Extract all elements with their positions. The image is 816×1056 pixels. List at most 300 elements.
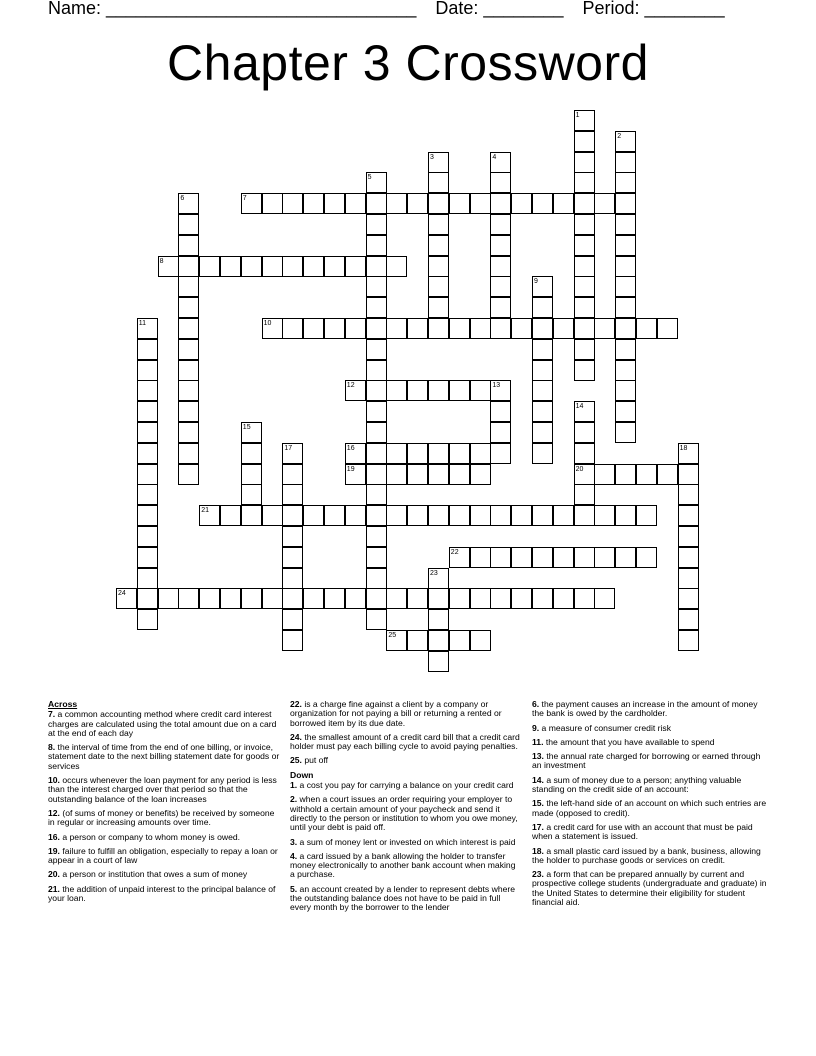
grid-cell[interactable] xyxy=(594,588,615,609)
grid-cell[interactable] xyxy=(428,172,449,193)
grid-cell[interactable] xyxy=(428,235,449,256)
grid-cell[interactable] xyxy=(615,172,636,193)
grid-cell[interactable] xyxy=(178,422,199,443)
grid-cell[interactable] xyxy=(386,256,407,277)
grid-cell[interactable] xyxy=(345,443,366,464)
grid-cell[interactable] xyxy=(511,547,532,568)
grid-cell[interactable] xyxy=(678,568,699,589)
down-clue xyxy=(290,852,522,880)
grid-cell[interactable] xyxy=(282,464,303,485)
grid-cell[interactable] xyxy=(615,318,636,339)
grid-cell[interactable] xyxy=(574,276,595,297)
grid-cell[interactable] xyxy=(449,588,470,609)
grid-cell[interactable] xyxy=(574,131,595,152)
grid-cell[interactable] xyxy=(137,609,158,630)
grid-cell[interactable] xyxy=(678,484,699,505)
grid-cell[interactable] xyxy=(615,360,636,381)
grid-cell[interactable] xyxy=(470,193,491,214)
grid-cell[interactable] xyxy=(366,526,387,547)
grid-cell[interactable] xyxy=(428,193,449,214)
grid-cell[interactable] xyxy=(636,505,657,526)
grid-cell[interactable] xyxy=(532,318,553,339)
clue-label: 22. xyxy=(290,699,302,709)
grid-cell[interactable] xyxy=(615,422,636,443)
grid-cell[interactable] xyxy=(615,131,636,152)
grid-cell[interactable] xyxy=(615,214,636,235)
clue-label: 10. xyxy=(48,775,60,786)
grid-cell[interactable] xyxy=(282,609,303,630)
grid-cell[interactable] xyxy=(407,443,428,464)
grid-cell[interactable] xyxy=(574,152,595,173)
grid-cell[interactable] xyxy=(282,256,303,277)
grid-cell[interactable] xyxy=(574,339,595,360)
grid-cell[interactable] xyxy=(490,422,511,443)
grid-cell[interactable] xyxy=(449,380,470,401)
grid-cell[interactable] xyxy=(345,380,366,401)
grid-cell[interactable] xyxy=(636,318,657,339)
grid-cell[interactable] xyxy=(324,588,345,609)
across-clue xyxy=(290,756,522,765)
grid-cell[interactable] xyxy=(282,588,303,609)
grid-cell[interactable] xyxy=(199,505,220,526)
grid-cell[interactable] xyxy=(241,484,262,505)
grid-cell[interactable] xyxy=(615,547,636,568)
grid-cell[interactable] xyxy=(137,505,158,526)
grid-cell[interactable] xyxy=(178,256,199,277)
grid-cell[interactable] xyxy=(345,505,366,526)
grid-cell[interactable] xyxy=(636,547,657,568)
grid-cell[interactable] xyxy=(241,588,262,609)
clue-text: a person or institution that owes a sum of money xyxy=(59,869,248,880)
grid-cell[interactable] xyxy=(407,630,428,651)
grid-cell[interactable] xyxy=(428,276,449,297)
grid-cell[interactable] xyxy=(615,380,636,401)
clue-label: 1. xyxy=(290,780,298,791)
grid-cell[interactable] xyxy=(574,401,595,422)
grid-cell[interactable] xyxy=(178,464,199,485)
grid-cell[interactable] xyxy=(116,588,137,609)
grid-cell[interactable] xyxy=(178,318,199,339)
grid-cell[interactable] xyxy=(407,318,428,339)
grid-cell[interactable] xyxy=(678,609,699,630)
grid-cell[interactable] xyxy=(490,380,511,401)
grid-cell[interactable] xyxy=(490,152,511,173)
clue-label: 23. xyxy=(532,869,544,880)
grid-cell[interactable] xyxy=(574,443,595,464)
grid-cell[interactable] xyxy=(678,464,699,485)
grid-cell[interactable] xyxy=(407,505,428,526)
grid-cell[interactable] xyxy=(553,547,574,568)
grid-cell[interactable] xyxy=(366,547,387,568)
grid-cell[interactable] xyxy=(428,297,449,318)
grid-cell[interactable] xyxy=(137,484,158,505)
grid-cell[interactable] xyxy=(137,339,158,360)
grid-cell[interactable] xyxy=(490,547,511,568)
grid-cell[interactable] xyxy=(262,505,283,526)
grid-cell[interactable] xyxy=(532,422,553,443)
grid-cell[interactable] xyxy=(490,193,511,214)
grid-cell[interactable] xyxy=(615,505,636,526)
grid-cell[interactable] xyxy=(366,588,387,609)
grid-cell[interactable] xyxy=(574,464,595,485)
grid-cell[interactable] xyxy=(324,193,345,214)
grid-cell[interactable] xyxy=(137,422,158,443)
grid-cell[interactable] xyxy=(574,297,595,318)
grid-cell[interactable] xyxy=(490,443,511,464)
grid-cell[interactable] xyxy=(303,193,324,214)
down-clue xyxy=(290,795,522,832)
grid-cell[interactable] xyxy=(615,235,636,256)
grid-cell[interactable] xyxy=(366,318,387,339)
grid-cell[interactable] xyxy=(532,380,553,401)
grid-cell[interactable] xyxy=(137,526,158,547)
grid-cell[interactable] xyxy=(428,152,449,173)
grid-cell[interactable] xyxy=(137,443,158,464)
clue-label: 9. xyxy=(532,722,540,733)
grid-cell[interactable] xyxy=(449,464,470,485)
grid-cell[interactable] xyxy=(199,588,220,609)
grid-cell[interactable] xyxy=(137,360,158,381)
grid-cell[interactable] xyxy=(241,443,262,464)
grid-cell[interactable] xyxy=(366,568,387,589)
grid-cell[interactable] xyxy=(178,380,199,401)
grid-cell[interactable] xyxy=(428,256,449,277)
grid-cell[interactable] xyxy=(366,464,387,485)
grid-cell[interactable] xyxy=(532,588,553,609)
grid-cell[interactable] xyxy=(366,214,387,235)
grid-cell[interactable] xyxy=(178,588,199,609)
clue-label: 19. xyxy=(48,845,60,856)
grid-cell[interactable] xyxy=(490,401,511,422)
grid-cell[interactable] xyxy=(574,318,595,339)
grid-cell[interactable] xyxy=(428,464,449,485)
clue-text: when a court issues an order requiring your employer to withhold a certain amount of your paycheck and send it directly to the person or institution to whom you owe money, until your debt is paid off. xyxy=(290,794,518,833)
clue-number: 15 xyxy=(242,424,251,431)
grid-cell[interactable] xyxy=(137,588,158,609)
down-clue xyxy=(290,885,522,913)
grid-cell[interactable] xyxy=(241,256,262,277)
grid-cell[interactable] xyxy=(366,193,387,214)
grid-cell[interactable] xyxy=(178,339,199,360)
grid-cell[interactable] xyxy=(220,256,241,277)
grid-cell[interactable] xyxy=(428,443,449,464)
grid-cell[interactable] xyxy=(178,193,199,214)
grid-cell[interactable] xyxy=(386,380,407,401)
grid-cell[interactable] xyxy=(594,193,615,214)
grid-cell[interactable] xyxy=(574,256,595,277)
grid-cell[interactable] xyxy=(407,193,428,214)
grid-cell[interactable] xyxy=(366,172,387,193)
down-clue xyxy=(532,799,768,818)
grid-cell[interactable] xyxy=(615,193,636,214)
grid-cell[interactable] xyxy=(553,193,574,214)
grid-cell[interactable] xyxy=(532,339,553,360)
down-clue xyxy=(532,823,768,842)
grid-cell[interactable] xyxy=(553,505,574,526)
grid-cell[interactable] xyxy=(449,505,470,526)
grid-cell[interactable] xyxy=(449,443,470,464)
grid-cell[interactable] xyxy=(449,318,470,339)
grid-cell[interactable] xyxy=(178,214,199,235)
grid-cell[interactable] xyxy=(345,193,366,214)
grid-cell[interactable] xyxy=(678,630,699,651)
clue-number: 10 xyxy=(263,320,272,327)
grid-cell[interactable] xyxy=(449,630,470,651)
grid-cell[interactable] xyxy=(574,235,595,256)
grid-cell[interactable] xyxy=(594,318,615,339)
grid-cell[interactable] xyxy=(532,193,553,214)
grid-cell[interactable] xyxy=(428,609,449,630)
grid-cell[interactable] xyxy=(137,547,158,568)
grid-cell[interactable] xyxy=(386,505,407,526)
grid-cell[interactable] xyxy=(490,172,511,193)
grid-cell[interactable] xyxy=(428,651,449,672)
grid-cell[interactable] xyxy=(657,318,678,339)
grid-cell[interactable] xyxy=(282,443,303,464)
grid-cell[interactable] xyxy=(574,360,595,381)
clue-number: 25 xyxy=(388,632,397,639)
down-clue xyxy=(532,724,768,733)
grid-cell[interactable] xyxy=(366,609,387,630)
grid-cell[interactable] xyxy=(366,276,387,297)
grid-cell[interactable] xyxy=(158,588,179,609)
grid-cell[interactable] xyxy=(470,380,491,401)
grid-cell[interactable] xyxy=(470,443,491,464)
clue-text: is a charge fine against a client by a company or organization for not paying a bill or returning a rented or borrowed item by its due date. xyxy=(290,699,502,728)
grid-cell[interactable] xyxy=(345,318,366,339)
grid-cell[interactable] xyxy=(532,360,553,381)
clue-number: 19 xyxy=(346,465,355,473)
grid-cell[interactable] xyxy=(303,318,324,339)
grid-cell[interactable] xyxy=(594,547,615,568)
grid-cell[interactable] xyxy=(386,318,407,339)
grid-cell[interactable] xyxy=(532,547,553,568)
grid-cell[interactable] xyxy=(428,588,449,609)
grid-cell[interactable] xyxy=(366,422,387,443)
grid-cell[interactable] xyxy=(220,505,241,526)
clue-number: 7 xyxy=(242,195,247,203)
grid-cell[interactable] xyxy=(178,297,199,318)
grid-cell[interactable] xyxy=(511,588,532,609)
grid-cell[interactable] xyxy=(490,318,511,339)
clue-number: 1 xyxy=(575,112,580,119)
grid-cell[interactable] xyxy=(678,547,699,568)
grid-cell[interactable] xyxy=(345,464,366,485)
across-clue xyxy=(48,743,280,771)
grid-cell[interactable] xyxy=(553,318,574,339)
grid-cell[interactable] xyxy=(428,380,449,401)
grid-cell[interactable] xyxy=(303,588,324,609)
grid-cell[interactable] xyxy=(678,588,699,609)
clue-number: 21 xyxy=(201,507,209,515)
grid-cell[interactable] xyxy=(615,339,636,360)
grid-cell[interactable] xyxy=(470,630,491,651)
grid-cell[interactable] xyxy=(282,630,303,651)
grid-cell[interactable] xyxy=(594,464,615,485)
grid-cell[interactable] xyxy=(678,443,699,464)
clue-number: 17 xyxy=(284,444,293,452)
grid-cell[interactable] xyxy=(241,422,262,443)
grid-cell[interactable] xyxy=(636,464,657,485)
grid-cell[interactable] xyxy=(574,484,595,505)
down-heading: Down xyxy=(290,769,314,780)
across-heading: Across xyxy=(48,699,78,709)
grid-cell[interactable] xyxy=(282,568,303,589)
grid-cell[interactable] xyxy=(345,588,366,609)
clues-column-3 xyxy=(532,700,768,912)
grid-cell[interactable] xyxy=(303,256,324,277)
down-clue xyxy=(532,776,768,795)
grid-cell[interactable] xyxy=(428,318,449,339)
grid-cell[interactable] xyxy=(615,401,636,422)
grid-cell[interactable] xyxy=(470,318,491,339)
grid-cell[interactable] xyxy=(366,339,387,360)
grid-cell[interactable] xyxy=(386,443,407,464)
across-clue xyxy=(48,710,280,738)
grid-cell[interactable] xyxy=(574,422,595,443)
grid-cell[interactable] xyxy=(657,464,678,485)
clue-text: the left-hand side of an account on which such entries are made (opposed to credit). xyxy=(532,798,767,818)
grid-cell[interactable] xyxy=(470,464,491,485)
grid-cell[interactable] xyxy=(282,547,303,568)
grid-cell[interactable] xyxy=(137,568,158,589)
grid-cell[interactable] xyxy=(241,193,262,214)
grid-cell[interactable] xyxy=(532,276,553,297)
grid-cell[interactable] xyxy=(490,505,511,526)
grid-cell[interactable] xyxy=(407,588,428,609)
clue-text: the annual rate charged for borrowing or earned through an investment xyxy=(532,751,761,771)
grid-cell[interactable] xyxy=(553,588,574,609)
grid-cell[interactable] xyxy=(615,276,636,297)
grid-cell[interactable] xyxy=(178,235,199,256)
grid-cell[interactable] xyxy=(386,588,407,609)
grid-cell[interactable] xyxy=(428,214,449,235)
grid-cell[interactable] xyxy=(262,193,283,214)
grid-cell[interactable] xyxy=(574,172,595,193)
grid-cell[interactable] xyxy=(158,256,179,277)
grid-cell[interactable] xyxy=(490,256,511,277)
grid-cell[interactable] xyxy=(407,464,428,485)
grid-cell[interactable] xyxy=(532,401,553,422)
grid-cell[interactable] xyxy=(470,547,491,568)
grid-cell[interactable] xyxy=(449,547,470,568)
grid-cell[interactable] xyxy=(345,256,366,277)
grid-cell[interactable] xyxy=(532,505,553,526)
grid-cell[interactable] xyxy=(615,464,636,485)
clues-column-2 xyxy=(290,700,522,918)
grid-cell[interactable] xyxy=(137,401,158,422)
grid-cell[interactable] xyxy=(178,360,199,381)
grid-cell[interactable] xyxy=(386,630,407,651)
grid-cell[interactable] xyxy=(428,505,449,526)
grid-cell[interactable] xyxy=(262,318,283,339)
grid-cell[interactable] xyxy=(407,380,428,401)
grid-cell[interactable] xyxy=(386,464,407,485)
grid-cell[interactable] xyxy=(490,588,511,609)
grid-cell[interactable] xyxy=(678,526,699,547)
down-clue xyxy=(532,870,768,907)
grid-cell[interactable] xyxy=(303,505,324,526)
grid-cell[interactable] xyxy=(262,588,283,609)
grid-cell[interactable] xyxy=(574,505,595,526)
grid-cell[interactable] xyxy=(137,464,158,485)
grid-cell[interactable] xyxy=(366,297,387,318)
grid-cell[interactable] xyxy=(178,443,199,464)
across-clue xyxy=(290,733,522,752)
grid-cell[interactable] xyxy=(574,588,595,609)
grid-cell[interactable] xyxy=(449,193,470,214)
grid-cell[interactable] xyxy=(511,505,532,526)
grid-cell[interactable] xyxy=(490,235,511,256)
grid-cell[interactable] xyxy=(428,630,449,651)
grid-cell[interactable] xyxy=(366,484,387,505)
grid-cell[interactable] xyxy=(490,276,511,297)
grid-cell[interactable] xyxy=(199,256,220,277)
grid-cell[interactable] xyxy=(678,505,699,526)
grid-cell[interactable] xyxy=(594,505,615,526)
grid-cell[interactable] xyxy=(470,588,491,609)
grid-cell[interactable] xyxy=(615,152,636,173)
grid-cell[interactable] xyxy=(366,256,387,277)
grid-cell[interactable] xyxy=(241,505,262,526)
grid-cell[interactable] xyxy=(282,193,303,214)
grid-cell[interactable] xyxy=(324,505,345,526)
grid-cell[interactable] xyxy=(532,443,553,464)
grid-cell[interactable] xyxy=(574,193,595,214)
grid-cell[interactable] xyxy=(490,297,511,318)
grid-cell[interactable] xyxy=(574,110,595,131)
grid-cell[interactable] xyxy=(262,256,283,277)
grid-cell[interactable] xyxy=(137,318,158,339)
grid-cell[interactable] xyxy=(470,505,491,526)
grid-cell[interactable] xyxy=(178,401,199,422)
grid-cell[interactable] xyxy=(615,256,636,277)
page-title: Chapter 3 Crossword xyxy=(167,35,649,91)
across-clue xyxy=(48,833,280,842)
grid-cell[interactable] xyxy=(490,214,511,235)
grid-cell[interactable] xyxy=(511,318,532,339)
clue-label: 15. xyxy=(532,798,544,809)
grid-cell[interactable] xyxy=(282,318,303,339)
grid-cell[interactable] xyxy=(241,464,262,485)
grid-cell[interactable] xyxy=(366,443,387,464)
grid-cell[interactable] xyxy=(282,484,303,505)
across-clue xyxy=(290,700,522,728)
clue-label: 20. xyxy=(48,869,60,880)
grid-cell[interactable] xyxy=(324,318,345,339)
grid-cell[interactable] xyxy=(428,568,449,589)
grid-cell[interactable] xyxy=(574,214,595,235)
grid-cell[interactable] xyxy=(511,193,532,214)
grid-cell[interactable] xyxy=(386,193,407,214)
grid-cell[interactable] xyxy=(366,505,387,526)
grid-cell[interactable] xyxy=(574,547,595,568)
grid-cell[interactable] xyxy=(178,276,199,297)
clue-number: 11 xyxy=(138,320,147,327)
grid-cell[interactable] xyxy=(366,360,387,381)
grid-cell[interactable] xyxy=(615,297,636,318)
grid-cell[interactable] xyxy=(366,401,387,422)
grid-cell[interactable] xyxy=(324,256,345,277)
grid-cell[interactable] xyxy=(137,380,158,401)
grid-cell[interactable] xyxy=(282,505,303,526)
grid-cell[interactable] xyxy=(220,588,241,609)
grid-cell[interactable] xyxy=(366,380,387,401)
grid-cell[interactable] xyxy=(532,297,553,318)
clue-number: 6 xyxy=(180,195,185,203)
grid-cell[interactable] xyxy=(366,235,387,256)
grid-cell[interactable] xyxy=(282,526,303,547)
